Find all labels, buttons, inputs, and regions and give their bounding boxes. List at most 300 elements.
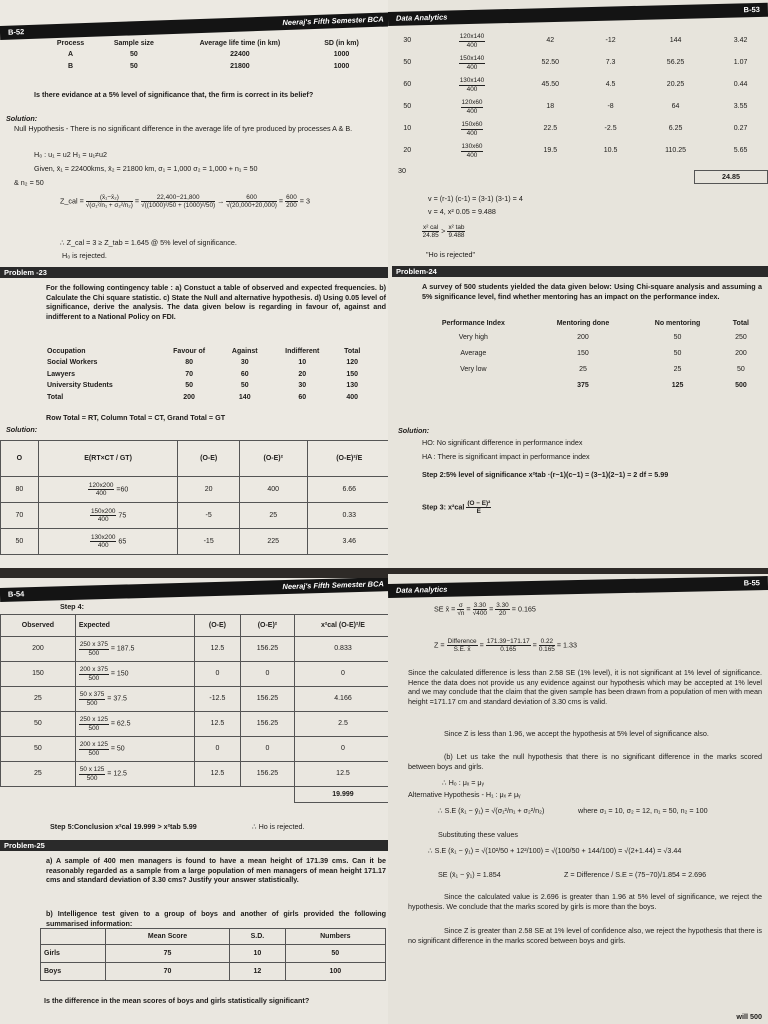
table-cell: 70	[185, 370, 193, 378]
expected-fraction	[90, 534, 117, 549]
table-cell: 50	[129, 62, 138, 70]
table-cell: 200	[183, 393, 195, 401]
table-row	[1, 503, 392, 529]
table-cell: 52.50	[541, 59, 560, 67]
table-cell: 6.25	[668, 125, 683, 133]
step-5: Step 5:Conclusion x²cal 19.999 > x²tab 5.99	[50, 822, 197, 831]
table-cell	[427, 74, 518, 96]
z-fraction	[86, 194, 133, 209]
table-header-cell: (O-E)	[194, 615, 240, 637]
table-cell	[75, 762, 194, 787]
denominator: 0.165	[538, 646, 555, 654]
table-row	[414, 345, 760, 361]
ho-rejected: ∴ Ho is rejected.	[252, 822, 305, 831]
table-row	[388, 118, 768, 140]
table-cell: 12.5	[194, 637, 240, 662]
denominator: 24.85	[422, 232, 439, 240]
chi-tab-line: v = 4, x² 0.05 = 9.488	[428, 207, 496, 216]
paragraph: Since Z is greater than 2.58 SE at 1% level of confidence also, we reject the hypothesis that there is no significant difference in the marks scored between boys and girls.	[408, 926, 762, 945]
table-cell: 50	[737, 365, 745, 373]
table-cell: University Students	[47, 382, 113, 390]
numerator: 0.22	[540, 638, 554, 645]
table-header-cell: Numbers	[285, 929, 385, 945]
expected-fraction	[461, 143, 484, 158]
table-row	[414, 329, 760, 345]
numerator: (O − E)²	[467, 500, 491, 507]
table-cell: 20.25	[666, 81, 685, 89]
table-cell: Lawyers	[47, 370, 76, 378]
step-2: Step 2:5% level of significance x²tab ·(r−1)(c−1) = (3−1)(2−1) = 2 df = 5.99	[422, 470, 669, 479]
table-cell: 144	[669, 37, 682, 45]
table-header-cell: Total	[344, 348, 361, 355]
table-cell: Very high	[458, 333, 488, 341]
table-cell: 30	[398, 166, 406, 175]
numerator: 120x140	[459, 33, 485, 41]
denominator: 20	[498, 610, 507, 618]
table-header-cell: Average life time (in km)	[199, 40, 281, 47]
z-result: = 3	[299, 196, 310, 206]
solution-label: Solution:	[6, 425, 38, 434]
table-cell: 400	[346, 393, 359, 401]
table-cell: 25	[239, 503, 307, 529]
numerator: 600	[286, 194, 297, 201]
process-table	[44, 38, 374, 72]
numerator: Difference	[447, 638, 477, 645]
table-cell: Social Workers	[47, 359, 98, 367]
table-cell: 250	[735, 333, 747, 341]
step-3-label: Step 3: x²cal	[422, 502, 465, 512]
table-header-cell	[41, 929, 106, 945]
table-cell: 156.25	[240, 712, 294, 737]
contingency-table	[44, 346, 370, 403]
se-formula: SE x̄ = $\frac{\sigma}{√n}$ = $\frac{3.30}{√400}$ = $\frac{3.30}{20}$ = 0.165	[434, 602, 536, 618]
numerator: 130x200	[90, 533, 116, 541]
table-header-cell: S.D.	[230, 929, 285, 945]
table-cell	[38, 503, 178, 529]
table-cell: 60	[298, 393, 307, 401]
table-cell: 5.65	[733, 147, 748, 155]
table-row	[1, 637, 392, 662]
table-cell: 12.5	[194, 762, 240, 787]
expected-value: =60	[116, 486, 129, 494]
table-cell	[75, 687, 194, 712]
table-cell: 50	[285, 945, 385, 963]
table-header-cell: (O-E)	[178, 441, 240, 477]
substituting-label: Substituting these values	[438, 830, 518, 839]
mentoring-table	[414, 318, 760, 393]
page-b52	[0, 0, 392, 570]
table-cell: Average	[460, 349, 487, 357]
table-cell: 10	[230, 945, 285, 963]
table-row	[414, 361, 760, 377]
numerator: x² cal	[423, 224, 439, 231]
problem-title: Problem -23	[4, 268, 47, 277]
table-header-row	[44, 38, 374, 49]
denominator: 400	[466, 41, 478, 49]
table-cell: 22.5	[543, 125, 558, 133]
paragraph: Since Z is less than 1.96, we accept the hypothesis at 5% level of significance also.	[444, 729, 709, 738]
table-row	[44, 49, 374, 60]
table-header-row	[44, 346, 370, 357]
denominator: √400	[472, 610, 487, 618]
denominator: 400	[97, 542, 109, 549]
table-header-row	[1, 441, 392, 477]
numerator: 120x200	[88, 481, 114, 489]
page-b53	[388, 0, 768, 570]
denominator: 400	[97, 516, 109, 523]
expected-fraction	[459, 33, 486, 48]
table-cell: 225	[239, 529, 307, 555]
table-cell: 100	[285, 963, 385, 981]
denominator: S.E. x̄	[453, 646, 471, 654]
table-cell: 10	[403, 125, 412, 133]
table-cell: 156.25	[240, 637, 294, 662]
table-header-cell: Occupation	[47, 348, 86, 355]
table-cell: 150	[346, 370, 359, 378]
expected-fraction	[79, 666, 109, 681]
table-cell: 25	[1, 762, 76, 787]
expected-fraction	[90, 508, 117, 523]
table-cell: 1.07	[733, 59, 748, 67]
section-title: Data Analytics	[395, 12, 448, 23]
table-cell: 50	[1, 529, 39, 555]
denominator: 400	[466, 107, 478, 115]
denominator: 500	[86, 774, 98, 782]
final-question: Is the difference in the mean scores of boys and girls statistically significant?	[44, 996, 310, 1005]
table-cell: 22400	[230, 51, 250, 59]
table-cell: 21800	[230, 62, 250, 70]
se-result: = 0.165	[511, 604, 536, 614]
denominator: 400	[466, 63, 478, 71]
table-cell: 25	[579, 365, 587, 373]
table-header-cell: O	[1, 441, 39, 477]
table-cell: 0	[240, 737, 294, 762]
table-row	[44, 392, 370, 403]
h0-rejected: H₀ is rejected.	[62, 251, 107, 260]
denominator: 400	[95, 490, 107, 497]
substitution-equation: ∴ S.E (x̄₁ − ȳ₁) = √(10²/50 + 12²/100) = √(100/50 + 144/100) = √(2+1.44) = √3.44	[428, 846, 682, 855]
table-header-cell: Favour of	[173, 348, 206, 355]
page-number: B-52	[7, 27, 25, 37]
page-header	[0, 12, 392, 40]
table-cell: 0	[294, 737, 391, 762]
table-cell: 50	[185, 382, 193, 390]
table-cell	[427, 140, 518, 162]
table-cell: -15	[178, 529, 240, 555]
denominator: 500	[88, 674, 100, 682]
page-number: B-54	[7, 589, 25, 599]
table-row	[388, 96, 768, 118]
table-header-cell: Process	[56, 40, 85, 47]
table-cell: 0	[294, 662, 391, 687]
table-cell: 70	[1, 503, 39, 529]
page-number: B-55	[743, 578, 761, 588]
table-cell: 30	[298, 382, 307, 390]
denominator: 500	[88, 749, 100, 757]
table-cell: 12.5	[194, 712, 240, 737]
table-cell: 60	[403, 81, 412, 89]
problem-text: A survey of 500 students yielded the data given below: Using Chi-square analysis and assuming a 5% significance level, find whether mentoring has an impact on the performance index.	[422, 282, 762, 301]
table-cell	[75, 662, 194, 687]
solution-label: Solution:	[6, 114, 38, 123]
table-cell: 60	[240, 370, 249, 378]
numerator: σ	[458, 602, 463, 609]
table-cell: 0.44	[733, 81, 748, 89]
numerator: 130x60	[461, 143, 483, 151]
table-cell: 4.166	[294, 687, 391, 712]
table-cell: 12	[230, 963, 285, 981]
table-cell: 50	[403, 103, 412, 111]
totals-note: Row Total = RT, Column Total = CT, Grand Total = GT	[46, 413, 226, 422]
denominator: 500	[86, 699, 98, 707]
table-header-row	[41, 929, 386, 945]
table-row	[1, 477, 392, 503]
alt-hypothesis: HA : There is significant impact in performance index	[422, 452, 590, 461]
h0-rejected: "Ho is rejected"	[426, 250, 476, 259]
table-cell: 0	[194, 662, 240, 687]
chi-table	[0, 440, 392, 555]
expected-fraction	[79, 716, 109, 731]
table-header-cell: Indifferent	[285, 348, 320, 355]
table-cell	[427, 118, 518, 140]
chi-comparison: $\frac{\text{x² cal}}{24.85}$ > $\frac{\text{x² tab}}{9.488}$	[422, 224, 465, 240]
table-cell: 50	[240, 382, 249, 390]
table-header-cell: Sample size	[113, 40, 154, 47]
table-row	[1, 737, 392, 762]
table-cell: 1000	[333, 62, 350, 70]
part-b-text: b) Intelligence test given to a group of boys and another of girls provided the following summarised information:	[46, 909, 386, 928]
table-cell: 3.46	[307, 529, 391, 555]
problem-title: Problem-25	[4, 841, 45, 850]
denominator: √(σ₁²/n₁ + σ₂²/n₂)	[85, 202, 133, 210]
book-title: Neeraj's Fifth Semester BCA	[282, 579, 384, 592]
table-cell: 42	[546, 37, 555, 45]
table-row	[1, 762, 392, 787]
numerator: 250 x 375	[79, 641, 108, 649]
table-cell: 200	[735, 349, 747, 357]
table-cell: 20	[403, 147, 412, 155]
table-cell: 30	[240, 359, 249, 367]
table-cell: 19.5	[543, 147, 558, 155]
table-cell: Girls	[41, 945, 106, 963]
observed-expected-table	[0, 614, 392, 803]
denominator: E	[476, 508, 481, 516]
given-line: Given, x̄₁ = 22400kms, x̄₂ = 21800 km, σ₁ = 1,000 σ₂ = 1,000 + n₁ = 50	[34, 164, 258, 173]
page-b54	[0, 578, 392, 1024]
expected-fraction	[79, 641, 109, 656]
table-cell: 156.25	[240, 762, 294, 787]
table-header-cell: (O-E)²/E	[307, 441, 391, 477]
se-value: SE (x̄₁ − ȳ₁) = 1.854	[438, 870, 501, 879]
numerator: 3.30	[496, 602, 509, 609]
numerator: 200 x 125	[79, 741, 108, 749]
z-fraction	[226, 194, 277, 209]
table-header-cell: (O-E)²	[239, 441, 307, 477]
table-cell: 45.50	[541, 81, 560, 89]
denominator: 400	[466, 129, 478, 137]
table-cell: 64	[671, 103, 680, 111]
paragraph: Since the calculated difference is less than 2.58 SE (1% level), it is not significant at 1% level of significance. Hence the data does not provide us any evidence against our hypothesis which may be accepted at 1% level and we may conclude that the claim that the given sample has been drawn from a population of men with mean height =171.17 cm and standard deviation of 3.30 cms is valid.	[408, 668, 762, 707]
table-header-row	[414, 318, 760, 329]
table-cell: 140	[238, 393, 251, 401]
denominator: 400	[466, 85, 478, 93]
table-cell: 3.55	[733, 103, 748, 111]
table-cell: 0.27	[733, 125, 748, 133]
table-row	[1, 687, 392, 712]
expected-fraction	[88, 482, 115, 497]
table-cell: 120	[346, 359, 359, 367]
table-cell: 50	[403, 59, 412, 67]
se-difference-formula: ∴ S.E (x̄₁ − ȳ₁) = √(σ₁²/n₁ + σ₂²/n₂)	[438, 806, 545, 815]
z-value: Z = Difference / S.E = (75−70)/1.854 = 2.696	[564, 870, 707, 879]
table-row	[41, 945, 386, 963]
expected-value: = 62.5	[110, 720, 131, 728]
hypothesis-line: H₀ : u₁ = u2 H₁ = u₁≠u2	[34, 150, 107, 159]
table-cell: 0.833	[294, 637, 391, 662]
table-cell: 50	[1, 737, 76, 762]
expected-fraction	[79, 741, 109, 756]
expected-value: = 187.5	[110, 645, 135, 653]
table-cell: 10	[298, 359, 307, 367]
z-label: Z =	[434, 640, 445, 650]
table-cell: 7.3	[605, 59, 616, 67]
table-cell: 500	[735, 381, 747, 389]
denominator: √(20,000+20,000)	[226, 202, 277, 210]
continued-chi-table	[388, 30, 768, 162]
table-cell: 10.5	[603, 147, 618, 155]
table-cell: 20	[298, 370, 307, 378]
table-cell: -8	[607, 103, 614, 111]
table-cell: 80	[185, 359, 193, 367]
table-cell: 50	[673, 349, 682, 357]
table-header-cell: Total	[732, 320, 749, 327]
df-line: v = (r-1) (c-1) = (3-1) (3-1) = 4	[428, 194, 523, 203]
table-row	[388, 52, 768, 74]
z-fraction	[285, 194, 298, 209]
table-cell	[75, 737, 194, 762]
question-text: Is there evidance at a 5% level of significance that, the firm is correct in its belief?	[34, 90, 314, 99]
table-header-cell: Performance Index	[441, 320, 505, 327]
z-result: = 1.33	[556, 640, 578, 650]
se-fraction	[473, 602, 487, 617]
table-cell	[38, 529, 178, 555]
chi-total: 24.85	[694, 170, 768, 184]
table-cell: 156.25	[240, 687, 294, 712]
table-cell: 50	[673, 333, 682, 341]
z-cal-label: Z_cal =	[60, 196, 84, 206]
table-row	[1, 662, 392, 687]
table-row	[414, 377, 760, 393]
table-cell: 1000	[333, 51, 350, 59]
table-row	[388, 30, 768, 52]
given-line-2: & n₂ = 50	[14, 178, 44, 187]
expected-value: = 12.5	[107, 770, 127, 778]
denominator: √((1000)²/50 + (1000)²/50)	[141, 202, 216, 210]
table-cell: -12.5	[194, 687, 240, 712]
table-cell: 2.5	[294, 712, 391, 737]
z-formula: Z_cal = $\frac{\text{(x̄₁−x̄₂)}}{\text{√(σ₁²/n₁ + σ₂²/n₂)}}$ = $\frac{22,400-21,800}{\text{√((1000)²/50 + (1000)²/50)}}$ → $\frac{600}{√(20,000+20,000)}$ = $\frac{600}{200}$ = 3	[60, 194, 310, 210]
table-cell: 30	[403, 37, 412, 45]
table-cell: 18	[546, 103, 555, 111]
table-cell: 4.5	[605, 81, 616, 89]
table-cell: 130	[346, 382, 359, 390]
table-cell: Boys	[41, 963, 106, 981]
se-label: SE x̄ =	[434, 604, 456, 614]
table-cell: 80	[1, 477, 39, 503]
table-cell	[75, 712, 194, 737]
table-cell: A	[68, 51, 74, 59]
expected-value: = 50	[110, 745, 125, 753]
part-a-text: a) A sample of 400 men managers is found to have a mean height of 171.39 cms. Can it be reasonably regarded as a sample from a large population of men managers of mean height 171.17 cms and standard deviation of 3.30 cms? Justify your answer statistically.	[46, 856, 386, 885]
table-cell: 25	[673, 365, 682, 373]
z-fraction	[141, 194, 215, 209]
chi-tab-fraction	[447, 224, 465, 239]
paragraph: (b) Let us take the null hypothesis that there is no significant difference in the marks scored between boys and girls.	[408, 752, 762, 771]
table-cell: 70	[105, 963, 229, 981]
table-cell: 400	[239, 477, 307, 503]
table-cell: 150	[577, 349, 589, 357]
expected-fraction	[79, 691, 106, 706]
table-row	[44, 357, 370, 368]
table-cell: 0	[194, 737, 240, 762]
page-b55	[388, 574, 768, 1024]
numerator: 22,400−21,800	[141, 194, 215, 202]
table-cell	[427, 30, 518, 52]
table-header-cell: Expected	[75, 615, 194, 637]
numerator: 171.39−171.17	[486, 638, 530, 645]
table-header-cell: E(RT×CT / GT)	[38, 441, 178, 477]
numerator: 130x140	[459, 77, 485, 85]
table-cell: 56.25	[666, 59, 685, 67]
chi-total: 19.999	[294, 787, 391, 803]
table-cell	[75, 637, 194, 662]
table-row	[44, 380, 370, 391]
table-cell: B	[68, 62, 74, 70]
paragraph: Since the calculated value is 2.696 is greater than 1.96 at 5% level of significance, we reject the hypothesis. We conclude that the marks scored by girls is more than the boys.	[408, 892, 762, 911]
null-hypothesis: HO: No significant difference in performance index	[422, 438, 583, 447]
table-row	[1, 712, 392, 737]
table-cell: 25	[1, 687, 76, 712]
expected-value: 75	[118, 512, 127, 520]
table-cell	[38, 477, 178, 503]
expected-value: 65	[118, 538, 127, 546]
chi-cal-fraction	[422, 224, 439, 239]
table-cell: Total	[47, 393, 64, 401]
z-fraction	[486, 638, 531, 653]
table-header-cell: Against	[231, 348, 258, 355]
numerator: 120x60	[461, 99, 483, 107]
problem-band	[392, 266, 768, 277]
table-cell: -2.5	[604, 125, 617, 133]
numerator: 3.30	[473, 602, 487, 609]
z-conclusion: ∴ Z_cal = 3 ≥ Z_tab = 1.645 @ 5% level of significance.	[60, 238, 237, 247]
step-4: Step 4:	[60, 602, 84, 611]
numerator: (x̄₁−x̄₂)	[86, 194, 133, 202]
page-footer: will 500	[736, 1012, 762, 1021]
step-3-fraction	[466, 500, 491, 515]
expected-value: = 150	[110, 670, 129, 678]
table-cell: 20	[178, 477, 240, 503]
denominator: 0.165	[500, 646, 517, 654]
expected-fraction	[461, 99, 484, 114]
table-header-cell: Mean Score	[105, 929, 229, 945]
page-number: B-53	[743, 4, 760, 15]
z-formula: Z = $\frac{\text{Difference}}{S.E. x̄}$ = $\frac{171.39-171.17}{0.165}$ = $\frac{0.22}{0.165}$ = 1.33	[434, 638, 578, 654]
numerator: x² tab	[448, 224, 465, 231]
table-header-cell: No mentoring	[654, 320, 701, 327]
se-fraction	[457, 602, 464, 617]
step-3	[422, 500, 491, 515]
